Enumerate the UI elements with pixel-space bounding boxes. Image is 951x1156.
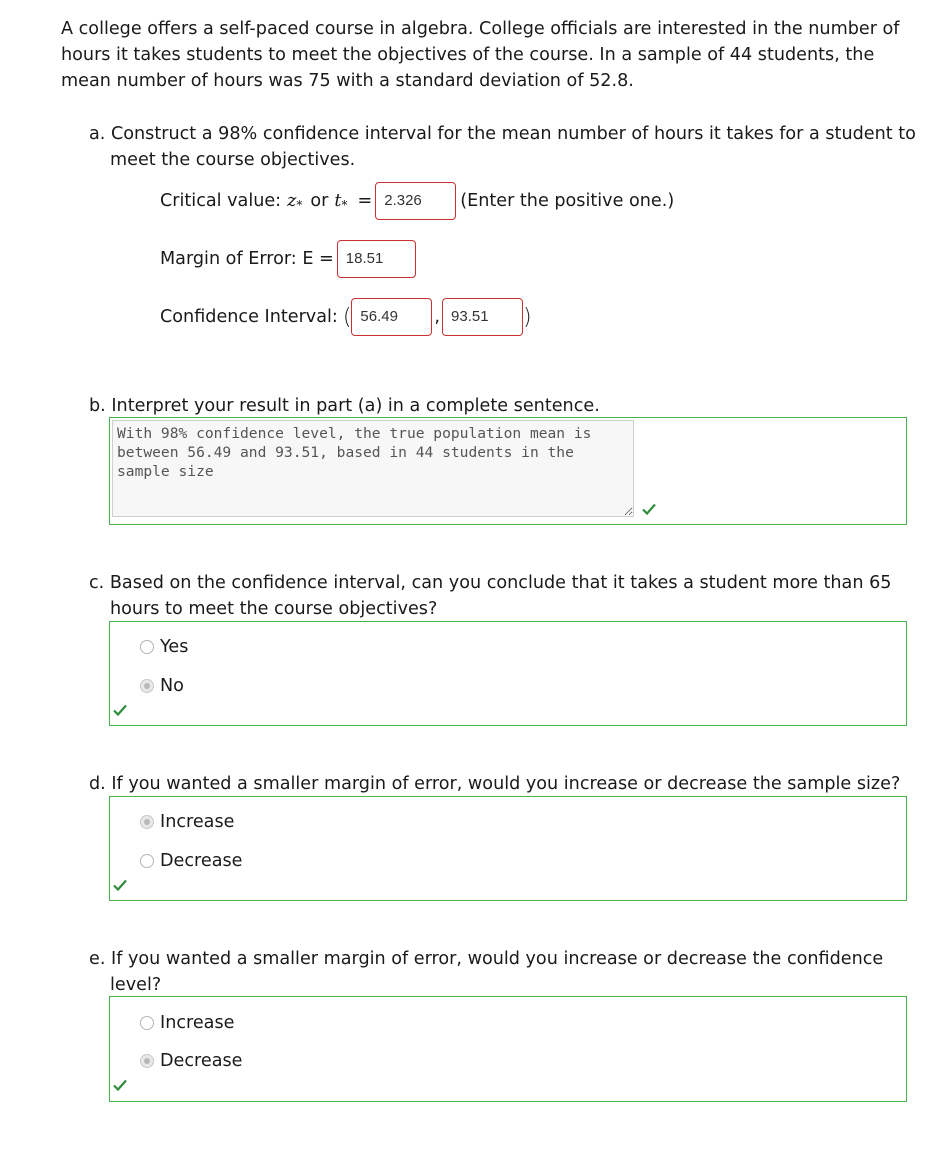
margin-of-error-row [160,240,416,278]
radio-button-selected[interactable] [140,679,154,693]
check-icon [112,1077,128,1093]
radio-label: Increase [160,812,235,832]
part-c-prompt: c. Based on the confidence interval, can you conclude that it takes a student more than 65 hours to meet the course objectives? [89,573,892,619]
radio-label: Yes [160,637,189,657]
z-star-symbol: $z_*$ [287,190,303,212]
radio-button-selected[interactable] [140,815,154,829]
critical-value-input[interactable]: 2.326 [375,182,456,220]
radio-option-yes[interactable] [140,637,188,657]
critical-value-row [160,182,674,220]
ci-lower-input[interactable]: 56.49 [351,298,432,336]
radio-option-increase[interactable] [140,812,234,832]
problem-statement: A college offers a self-paced course in algebra. College officials are interested in the number of hours it takes students to meet the objectives of the course. In a sample of 44 students, the mean number of hours was 75 with a standard deviation of 52.8. [61,19,900,91]
radio-button[interactable] [140,640,154,654]
margin-of-error-label: Margin of Error: E = [160,249,334,269]
radio-option-no[interactable] [140,676,184,696]
critical-value-hint: (Enter the positive one.) [460,191,675,211]
part-c-answer-box [109,621,907,726]
or-text: or [310,191,329,211]
part-d [89,771,919,797]
close-paren: ) [523,304,532,330]
interpretation-textarea[interactable] [112,420,634,517]
ci-upper-input[interactable]: 93.51 [442,298,523,336]
confidence-interval-row [160,298,532,336]
part-a [89,121,919,173]
check-icon [112,877,128,893]
check-icon [112,702,128,718]
open-paren: ( [342,304,352,330]
radio-label: Decrease [160,851,243,871]
part-c [89,570,919,622]
check-icon [641,501,657,517]
critical-value-label: Critical value: [160,191,282,211]
margin-of-error-input[interactable]: 18.51 [337,240,416,278]
radio-label: Decrease [160,1051,243,1071]
part-d-answer-box [109,796,907,901]
comma: , [434,307,441,327]
radio-option-decrease[interactable] [140,1051,243,1071]
part-e-prompt: e. If you wanted a smaller margin of error, would you increase or decrease the confidence level? [89,949,884,995]
part-d-prompt: d. If you wanted a smaller margin of error, would you increase or decrease the sample size? [89,774,901,794]
part-b-answer-box [109,417,907,525]
t-star-symbol: $t_*$ [334,190,348,212]
confidence-interval-label: Confidence Interval: [160,307,338,327]
part-b-prompt: b. Interpret your result in part (a) in a complete sentence. [89,396,600,416]
radio-label: Increase [160,1013,235,1033]
radio-button-selected[interactable] [140,1054,154,1068]
equals-sign: = [357,191,373,211]
part-e-answer-box [109,996,907,1102]
radio-button[interactable] [140,1016,154,1030]
radio-option-increase[interactable] [140,1013,234,1033]
radio-button[interactable] [140,854,154,868]
part-a-prompt: a. Construct a 98% confidence interval for the mean number of hours it takes for a student to meet the course objectives. [89,124,916,170]
radio-option-decrease[interactable] [140,851,243,871]
part-e [89,946,919,998]
part-b [89,393,919,419]
radio-label: No [160,676,184,696]
